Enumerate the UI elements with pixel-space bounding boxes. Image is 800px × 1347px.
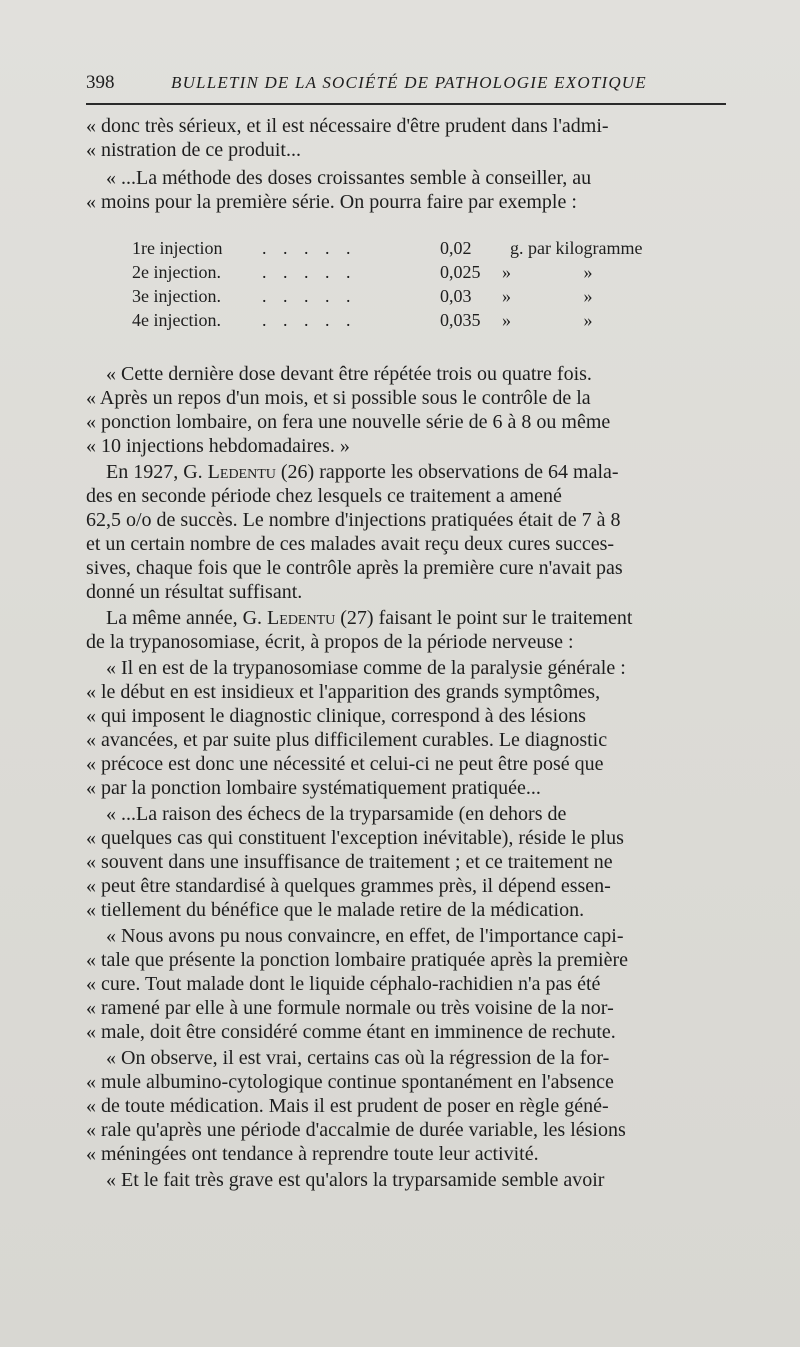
dot-leaders: . . . . . <box>262 286 357 306</box>
text-line: « quelques cas qui constituent l'exception inévitable), réside le plus <box>86 827 624 849</box>
injection-label: 1re injection <box>132 238 223 258</box>
text-line: 62,5 o/o de succès. Le nombre d'injections pratiquées était de 7 à 8 <box>86 509 621 531</box>
text-line: donné un résultat suffisant. <box>86 581 303 603</box>
text-line: La même année, G. Ledentu (27) faisant le point sur le traitement <box>106 607 633 629</box>
text-line: « peut être standardisé à quelques grammes près, il dépend essen- <box>86 875 611 897</box>
text-line: « nistration de ce produit... <box>86 139 301 161</box>
text-line: « moins pour la première série. On pourra faire par exemple : <box>86 191 577 213</box>
dose-value: 0,02 <box>440 238 472 258</box>
text-line: « ...La raison des échecs de la tryparsamide (en dehors de <box>106 803 567 825</box>
text-line: « Nous avons pu nous convaincre, en effet, de l'importance capi- <box>106 925 624 947</box>
page-number: 398 <box>86 72 115 93</box>
running-title: BULLETIN DE LA SOCIÉTÉ DE PATHOLOGIE EXOTIQUE <box>171 73 647 92</box>
text-line: « Après un repos d'un mois, et si possible sous le contrôle de la <box>86 387 591 409</box>
text-line: « Il en est de la trypanosomiase comme de la paralysie générale : <box>106 657 626 679</box>
text-line: En 1927, G. Ledentu (26) rapporte les observations de 64 mala- <box>106 461 619 483</box>
dose-unit: g. par kilogramme <box>510 238 643 258</box>
text-line: « Cette dernière dose devant être répétée trois ou quatre fois. <box>106 363 592 385</box>
dose-unit: » » <box>502 286 593 306</box>
dose-unit: » » <box>502 310 593 330</box>
dose-value: 0,03 <box>440 286 472 306</box>
text-line: « male, doit être considéré comme étant en imminence de rechute. <box>86 1021 616 1043</box>
text-line: et un certain nombre de ces malades avait reçu deux cures succes- <box>86 533 615 555</box>
text-line: « méningées ont tendance à reprendre toute leur activité. <box>86 1143 539 1165</box>
text-line: « rale qu'après une période d'accalmie de durée variable, les lésions <box>86 1119 626 1141</box>
dose-value: 0,035 <box>440 310 481 330</box>
text-line: sives, chaque fois que le contrôle après la première cure n'avait pas <box>86 557 623 579</box>
header-rule <box>86 103 726 105</box>
injection-label: 3e injection. <box>132 286 221 306</box>
page-header <box>86 68 726 98</box>
text-line: « tiellement du bénéfice que le malade retire de la médication. <box>86 899 585 921</box>
text-line: « On observe, il est vrai, certains cas où la régression de la for- <box>106 1047 610 1069</box>
text-line: « avancées, et par suite plus difficilement curables. Le diagnostic <box>86 729 608 751</box>
text-line: « par la ponction lombaire systématiquement pratiquée... <box>86 777 541 799</box>
text-line: « Et le fait très grave est qu'alors la tryparsamide semble avoir <box>106 1169 605 1191</box>
text-line: « mule albumino-cytologique continue spontanément en l'absence <box>86 1071 614 1093</box>
dose-value: 0,025 <box>440 262 481 282</box>
text-line: « qui imposent le diagnostic clinique, correspond à des lésions <box>86 705 586 727</box>
dot-leaders: . . . . . <box>262 262 357 282</box>
text-line: « souvent dans une insuffisance de traitement ; et ce traitement ne <box>86 851 613 873</box>
text-line: « cure. Tout malade dont le liquide céphalo-rachidien n'a pas été <box>86 973 601 995</box>
text-line: « ponction lombaire, on fera une nouvelle série de 6 à 8 ou même <box>86 411 611 433</box>
text-line: « ramené par elle à une formule normale ou très voisine de la nor- <box>86 997 614 1019</box>
text-line: « le début en est insidieux et l'apparition des grands symptômes, <box>86 681 601 703</box>
text-line: « précoce est donc une nécessité et celui-ci ne peut être posé que <box>86 753 604 775</box>
dot-leaders: . . . . . <box>262 238 357 258</box>
text-line: de la trypanosomiase, écrit, à propos de la période nerveuse : <box>86 631 574 653</box>
dose-unit: » » <box>502 262 593 282</box>
text-line: « de toute médication. Mais il est prudent de poser en règle géné- <box>86 1095 609 1117</box>
injection-label: 2e injection. <box>132 262 221 282</box>
text-line: « tale que présente la ponction lombaire pratiquée après la première <box>86 949 628 971</box>
dot-leaders: . . . . . <box>262 310 357 330</box>
text-line: « ...La méthode des doses croissantes semble à conseiller, au <box>106 167 592 189</box>
text-line: des en seconde période chez lesquels ce traitement a amené <box>86 485 562 507</box>
text-line: « 10 injections hebdomadaires. » <box>86 435 350 457</box>
text-line: « donc très sérieux, et il est nécessaire d'être prudent dans l'admi- <box>86 115 609 137</box>
injection-label: 4e injection. <box>132 310 221 330</box>
